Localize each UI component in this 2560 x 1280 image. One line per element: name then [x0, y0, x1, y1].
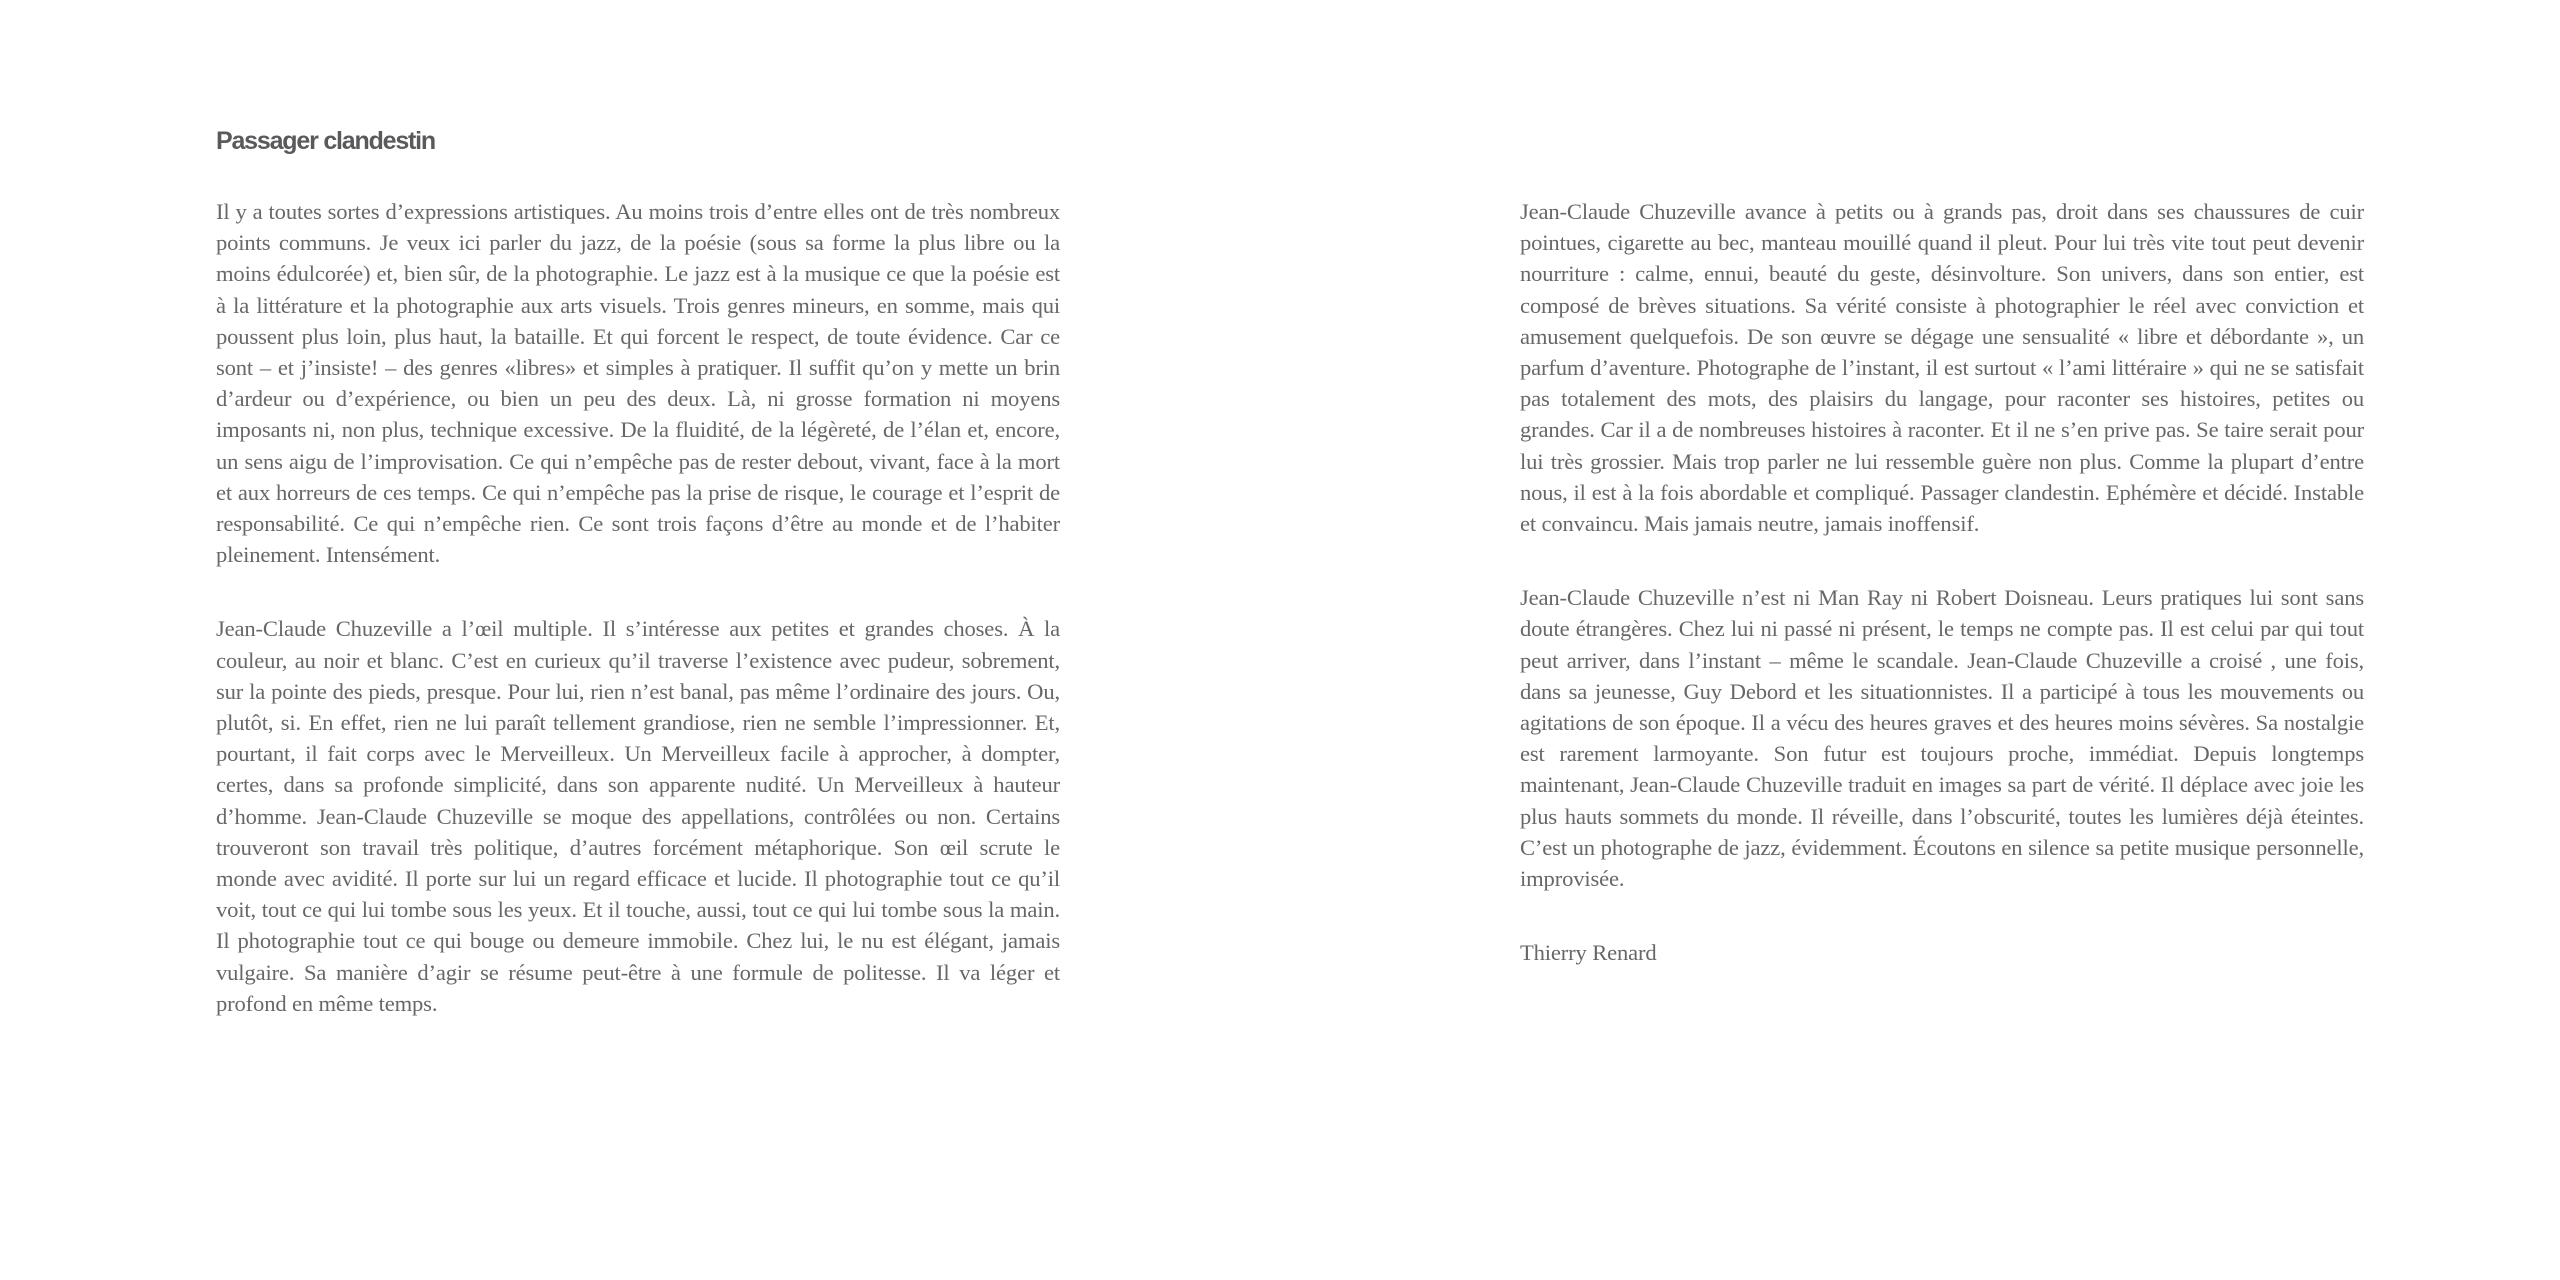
- author-signature: Thierry Renard: [1520, 940, 1657, 966]
- paragraph: Jean-Claude Chuzeville n’est ni Man Ray ni Robert Doisneau. Leurs pratiques lui sont sans doute étrangères. Chez lui ni passé ni présent, le temps ne compte pas. Il est celui par qui tout peut arriver, dans l’instant – même le scandale. Jean-Claude Chuzeville a croisé , une fois, dans sa jeunesse, Guy Debord et les situationnistes. Il a participé à tous les mouvements ou agitations de son époque. Il a vécu des heures graves et des heures moins sévères. Sa nostalgie est rarement larmoyante. Son futur est toujours proche, immédiat. Depuis longtemps maintenant, Jean-Claude Chuzeville traduit en images sa part de vérité. Il déplace avec joie les plus hauts sommets du monde. Il réveille, dans l’obscurité, toutes les lumières déjà éteintes. C’est un photographe de jazz, évidemment. Écoutons en silence sa petite musique personnelle, improvisée.: [1520, 585, 2364, 892]
- left-text-column: [216, 196, 1060, 1062]
- paragraph: Jean-Claude Chuzeville avance à petits ou à grands pas, droit dans ses chaussures de cuir pointues, cigarette au bec, manteau mouillé quand il pleut. Pour lui très vite tout peut devenir nourriture : calme, ennui, beauté du geste, désinvolture. Son univers, dans son entier, est composé de brèves situations. Sa vérité consiste à photographier le réel avec conviction et amusement quelquefois. De son œuvre se dégage une sensualité « libre et débordante », un parfum d’aventure. Photographe de l’instant, il est surtout « l’ami littéraire » qui ne se satisfait pas totalement des mots, des plaisirs du langage, pour raconter ses histoires, petites ou grandes. Car il a de nombreuses histoires à raconter. Et il ne s’en prive pas. Se taire serait pour lui très grossier. Mais trop parler ne lui ressemble guère non plus. Comme la plupart d’entre nous, il est à la fois abordable et compliqué. Passager clandestin. Ephémère et décidé. Instable et convaincu. Mais jamais neutre, jamais inoffensif.: [1520, 199, 2364, 537]
- right-text-column: [1520, 196, 2364, 1011]
- paragraph: Jean-Claude Chuzeville a l’œil multiple. Il s’intéresse aux petites et grandes choses. À la couleur, au noir et blanc. C’est en curieux qu’il traverse l’existence avec pudeur, sobrement, sur la pointe des pieds, presque. Pour lui, rien n’est banal, pas même l’ordinaire des jours. Ou, plutôt, si. En effet, rien ne lui paraît tellement grandiose, rien ne semble l’impressionner. Et, pourtant, il fait corps avec le Merveilleux. Un Merveilleux facile à approcher, à dompter, certes, dans sa profonde simplicité, dans son apparente nudité. Un Merveilleux à hauteur d’homme. Jean-Claude Chuzeville se moque des appellations, contrôlées ou non. Certains trouveront son travail très politique, d’autres forcément métaphorique. Son œil scrute le monde avec avidité. Il porte sur lui un regard efficace et lucide. Il photographie tout ce qu’il voit, tout ce qui lui tombe sous les yeux. Et il touche, aussi, tout ce qui lui tombe sous la main. Il photographie tout ce qui bouge ou demeure immobile. Chez lui, le nu est élégant, jamais vulgaire. Sa manière d’agir se résume peut-être à une formule de politesse. Il va léger et profond en même temps.: [216, 616, 1060, 1016]
- page-title: Passager clandestin: [216, 127, 435, 155]
- paragraph: Il y a toutes sortes d’expressions artistiques. Au moins trois d’entre elles ont de très nombreux points communs. Je veux ici parler du jazz, de la poésie (sous sa forme la plus libre ou la moins édulcorée) et, bien sûr, de la photographie. Le jazz est à la musique ce que la poésie est à la littérature et la photographie aux arts visuels. Trois genres mineurs, en somme, mais qui poussent plus loin, plus haut, la bataille. Et qui forcent le respect, de toute évidence. Car ce sont – et j’insiste! – des genres «libres» et simples à pratiquer. Il suffit qu’on y mette un brin d’ardeur ou d’expérience, ou bien un peu des deux. Là, ni grosse formation ni moyens imposants ni, non plus, technique excessive. De la fluidité, de la légèreté, de l’élan et, encore, un sens aigu de l’improvisation. Ce qui n’empêche pas de rester debout, vivant, face à la mort et aux horreurs de ces temps. Ce qui n’empêche pas la prise de risque, le courage et l’esprit de responsabilité. Ce qui n’empêche rien. Ce sont trois façons d’être au monde et de l’habiter pleinement. Intensément.: [216, 199, 1060, 568]
